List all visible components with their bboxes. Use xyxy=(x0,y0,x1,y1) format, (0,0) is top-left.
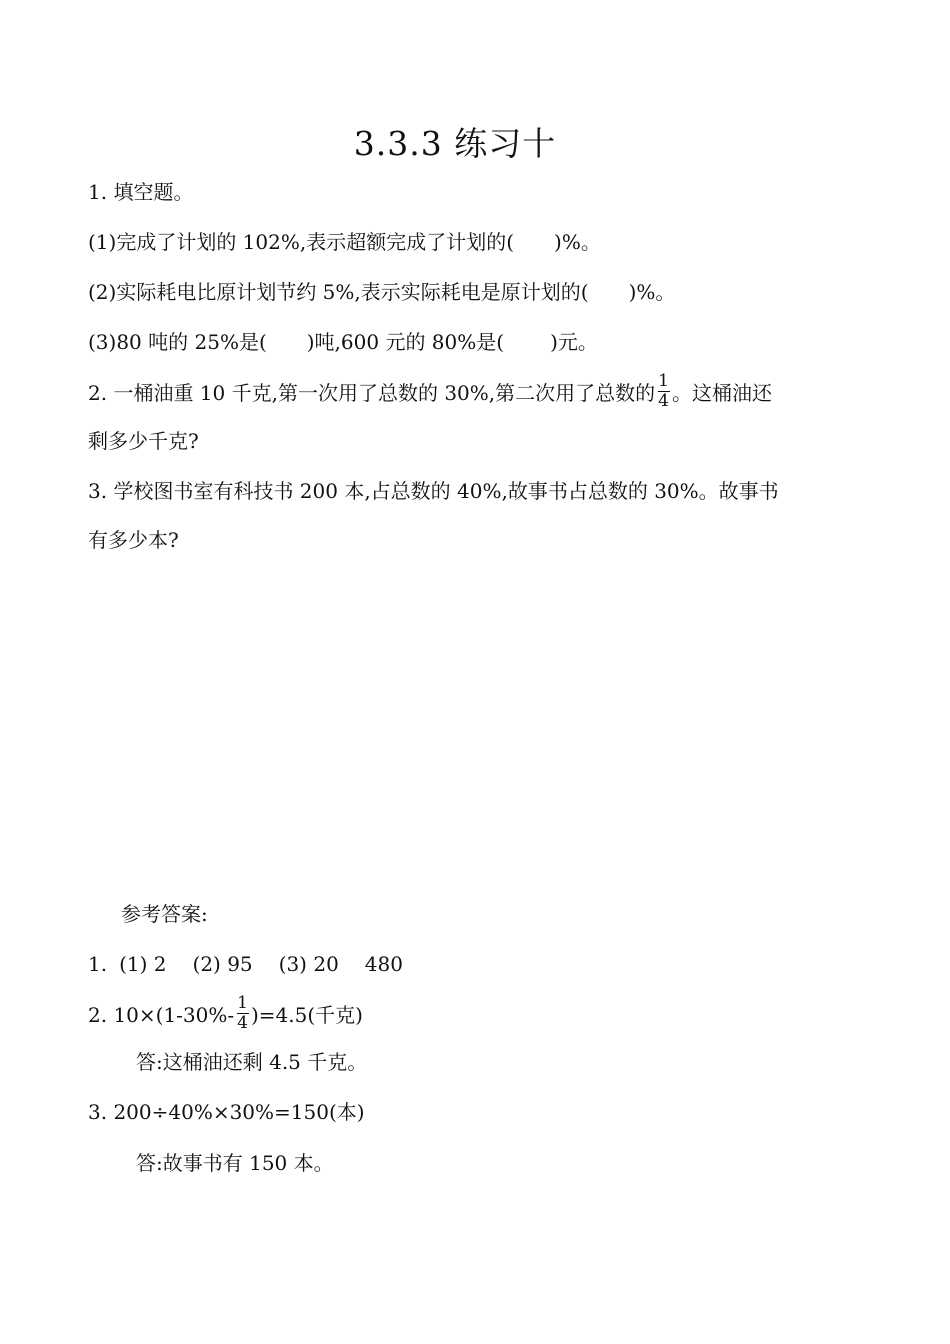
fraction-one-quarter xyxy=(657,373,670,410)
question-1-1-text: (1)完成了计划的 102%,表示超额完成了计划的( xyxy=(88,230,515,254)
question-3-line-2: 有多少本? xyxy=(88,528,179,552)
question-1-3-middle: )吨,600 元的 80%是( xyxy=(306,330,505,354)
fraction-denominator: 4 xyxy=(658,391,669,411)
question-1-3 xyxy=(88,330,598,354)
answer-3: 3. 200÷40%×30%=150(本) xyxy=(88,1100,365,1124)
answer-1-part-2: (2) 95 xyxy=(192,952,253,976)
answer-1-part-3: (3) 20 xyxy=(278,952,339,976)
answer-1-part-1: (1) 2 xyxy=(119,952,167,976)
question-1-2-suffix: )%。 xyxy=(628,280,676,304)
answer-1-part-4: 480 xyxy=(364,952,403,976)
answer-1-number: 1. xyxy=(88,952,108,976)
answers-heading: 参考答案: xyxy=(121,902,208,926)
answer-2 xyxy=(88,993,363,1035)
answer-3-reply: 答:故事书有 150 本。 xyxy=(136,1151,334,1175)
answer-1 xyxy=(88,952,403,976)
fraction-numerator: 1 xyxy=(658,371,669,391)
question-1-2-text: (2)实际耗电比原计划节约 5%,表示实际耗电是原计划的( xyxy=(88,280,589,304)
page-title: 3.3.3 练习十 xyxy=(353,124,557,163)
fraction-one-quarter xyxy=(236,995,249,1032)
question-1-heading: 1. 填空题。 xyxy=(88,180,194,204)
question-1-3-suffix: )元。 xyxy=(550,330,598,354)
question-1-3-text: (3)80 吨的 25%是( xyxy=(88,330,267,354)
fraction-denominator: 4 xyxy=(237,1013,248,1033)
question-1-2 xyxy=(88,280,675,304)
question-2-line-1 xyxy=(88,371,772,413)
question-3-line-1: 3. 学校图书室有科技书 200 本,占总数的 40%,故事书占总数的 30%。故事书 xyxy=(88,479,779,503)
answer-2-result: )=4.5(千克) xyxy=(250,1003,363,1027)
fraction-numerator: 1 xyxy=(237,993,248,1013)
answer-2-reply: 答:这桶油还剩 4.5 千克。 xyxy=(136,1050,368,1074)
question-2-line-2: 剩多少千克? xyxy=(88,429,199,453)
question-2-text-end: 。这桶油还 xyxy=(671,381,772,405)
answer-2-expression: 2. 10×(1-30%- xyxy=(88,1003,235,1027)
question-1-1 xyxy=(88,230,601,254)
question-1-1-suffix: )%。 xyxy=(554,230,601,254)
question-2-text: 2. 一桶油重 10 千克,第一次用了总数的 30%,第二次用了总数的 xyxy=(88,381,656,405)
